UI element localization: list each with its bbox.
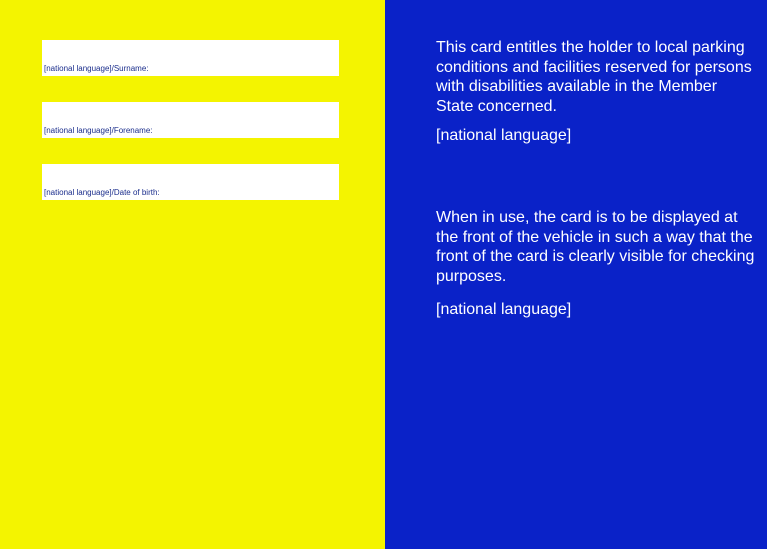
surname-field[interactable] — [42, 40, 339, 76]
card-right-panel — [385, 0, 767, 549]
entitlement-language-placeholder: [national language] — [436, 127, 572, 144]
display-instruction-text: When in use, the card is to be displayed at the front of the vehicle in such a way that the front of the card is clearly visible for checking purposes. — [436, 209, 755, 285]
forename-label: [national language]/Forename: — [44, 126, 153, 135]
display-language-placeholder: [national language] — [436, 301, 572, 318]
date-of-birth-field[interactable] — [42, 164, 339, 200]
date-of-birth-label: [national language]/Date of birth: — [44, 188, 160, 197]
surname-label: [national language]/Surname: — [44, 64, 149, 73]
forename-field[interactable] — [42, 102, 339, 138]
entitlement-text: This card entitles the holder to local parking conditions and facilities reserved for persons with disabilities available in the Member State concerned. — [436, 39, 752, 115]
